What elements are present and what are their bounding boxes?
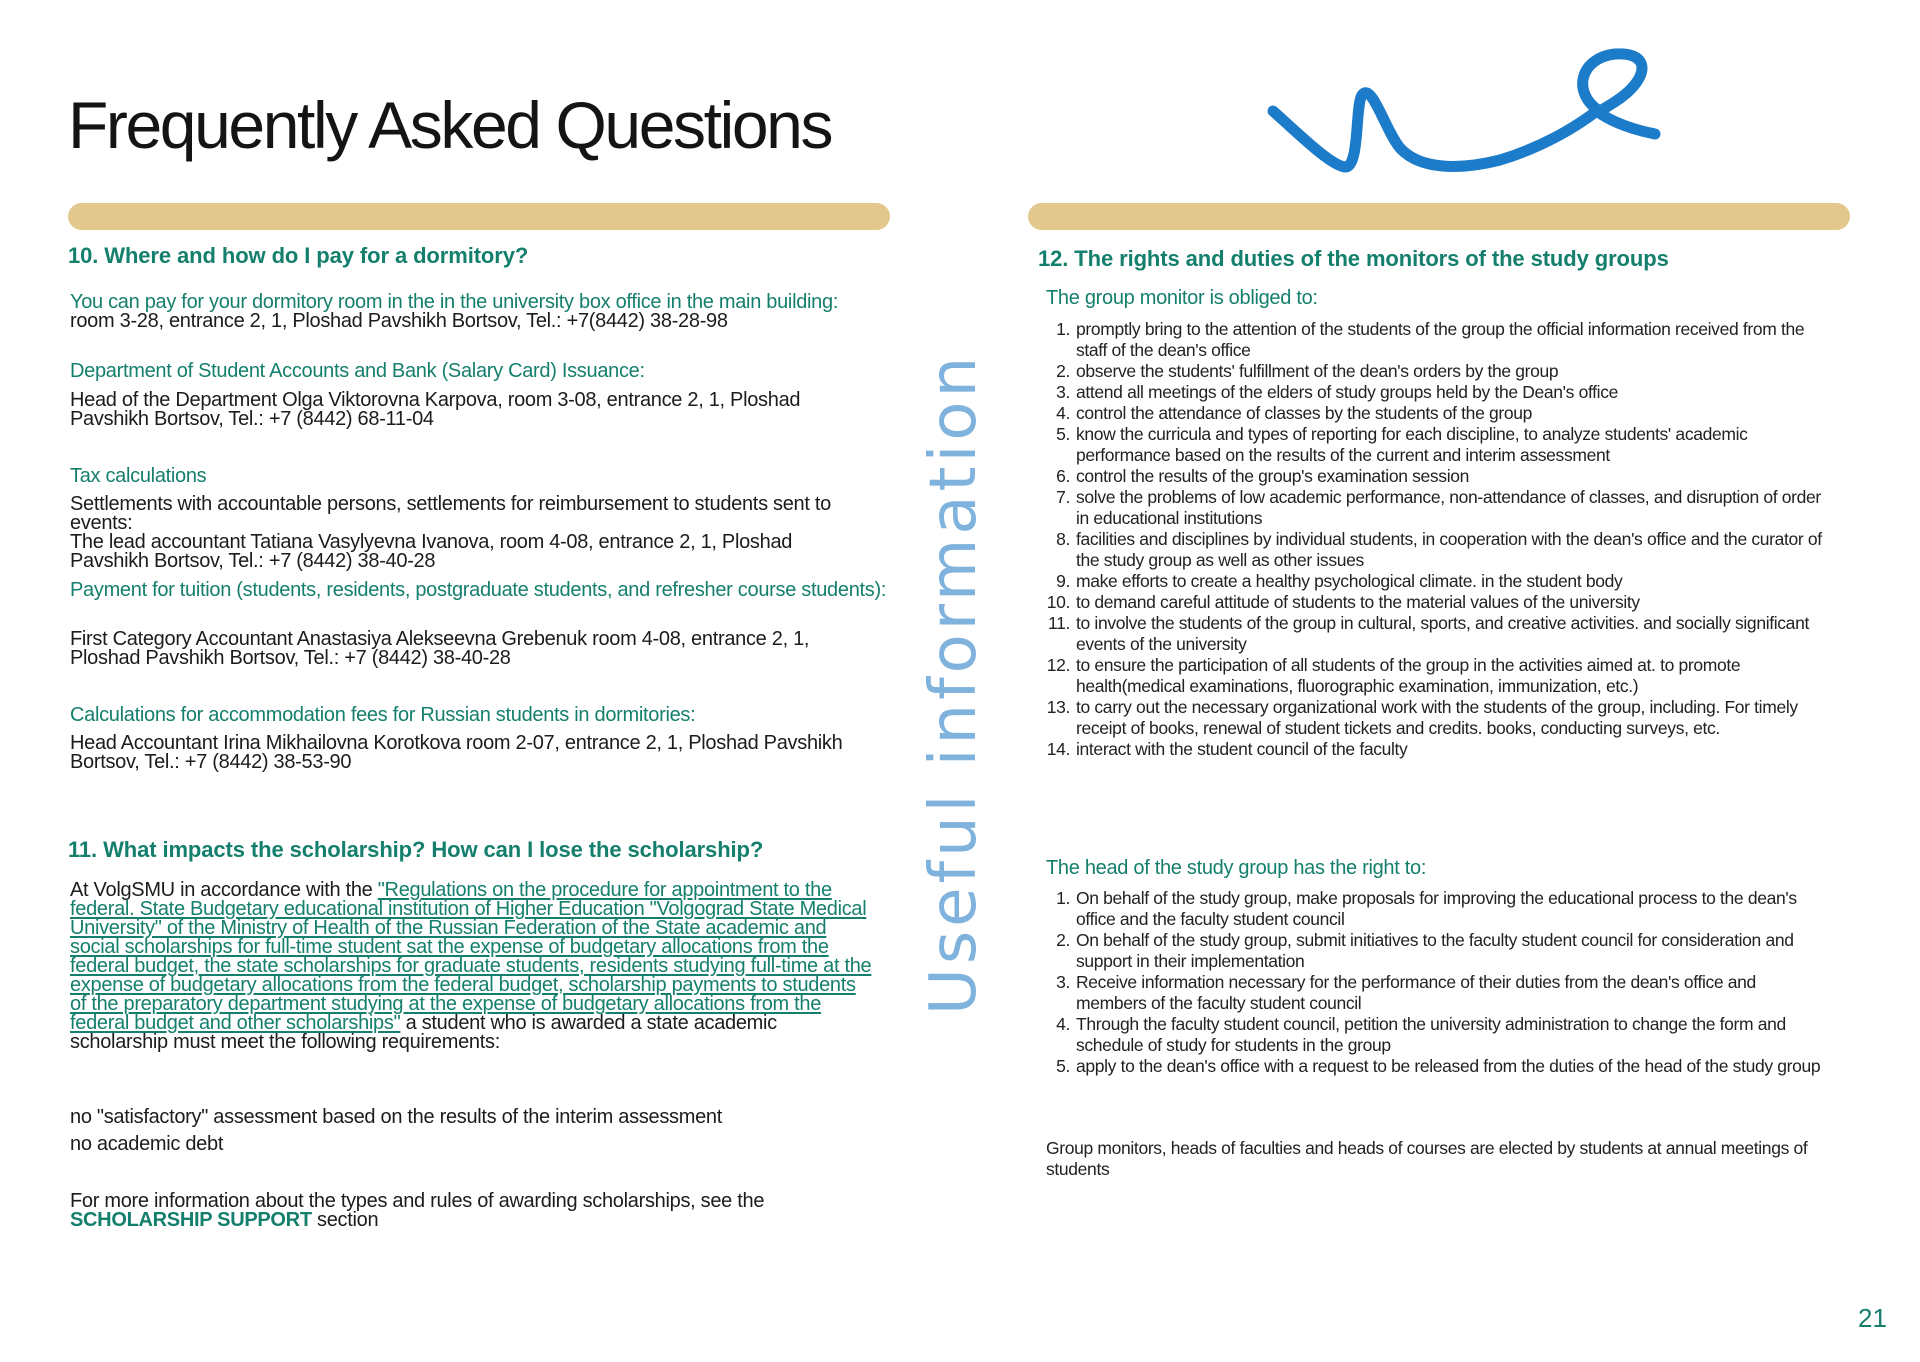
requirement-2: no academic debt <box>70 1133 224 1155</box>
list-item-number: 8. <box>1056 529 1070 549</box>
list-item-number: 5. <box>1056 1056 1070 1076</box>
list-item <box>1038 739 1828 760</box>
list-item-text: make efforts to create a healthy psychological climate. in the student body <box>1076 571 1623 591</box>
list-item-number: 2. <box>1056 361 1070 381</box>
more-info-text: For more information about the types and rules of awarding scholarships, see the <box>70 1190 765 1212</box>
tax-label: Tax calculations <box>70 465 207 487</box>
rights-list <box>1038 888 1828 1077</box>
list-item <box>1038 529 1828 571</box>
box-office-details: room 3-28, entrance 2, 1, Ploshad Pavshikh Bortsov, Tel.: +7(8442) 38-28-98 <box>70 310 728 332</box>
list-item-number: 9. <box>1056 571 1070 591</box>
list-item <box>1038 1056 1828 1077</box>
dept-accounts-text: Head of the Department Olga Viktorovna Karpova, room 3-08, entrance 2, 1, Ploshad Pavshikh Bortsov, Tel.: +7 (8442) 68-11-04 <box>70 389 801 430</box>
list-item-number: 1. <box>1056 888 1070 908</box>
list-item-number: 6. <box>1056 466 1070 486</box>
page-title: Frequently Asked Questions <box>68 88 832 162</box>
list-item <box>1038 972 1828 1014</box>
accommodation-text: Head Accountant Irina Mikhailovna Korotkova room 2-07, entrance 2, 1, Ploshad Pavshikh Bortsov, Tel.: +7 (8442) 38-53-90 <box>70 732 843 773</box>
list-item-number: 2. <box>1056 930 1070 950</box>
tuition-text: First Category Accountant Anastasiya Alekseevna Grebenuk room 4-08, entrance 2, 1, Ploshad Pavshikh Bortsov, Tel.: +7 (8442) 38-40-28 <box>70 628 810 669</box>
dept-accounts-label: Department of Student Accounts and Bank (Salary Card) Issuance: <box>70 360 645 382</box>
list-item <box>1038 592 1828 613</box>
list-item <box>1038 613 1828 655</box>
list-item-text: Through the faculty student council, petition the university administration to change the form and schedule of study for students in the group <box>1076 1014 1786 1055</box>
list-item-text: to demand careful attitude of students to the material values of the university <box>1076 592 1640 612</box>
list-item-number: 10. <box>1046 592 1070 612</box>
list-item-number: 3. <box>1056 972 1070 992</box>
regulations-link[interactable]: "Regulations on the procedure for appointment to the federal. State Budgetary educational institution of Higher Education "Volgograd State Medical University" of the Ministry of Health of the Russian Federation of the State academic and social scholarships for full-time student sat the expense of budgetary allocations from the federal budget, the state scholarships for graduate students, residents studying full-time at the expense of budgetary allocations from the federal budget, scholarship payments to students of the preparatory department studying at the expense of budgetary allocations from the federal budget and other scholarships" <box>70 879 872 1034</box>
obliged-label: The group monitor is obliged to: <box>1046 287 1318 309</box>
tax-text-2: The lead accountant Tatiana Vasylyevna Ivanova, room 4-08, entrance 2, 1, Ploshad Pavshikh Bortsov, Tel.: +7 (8442) 38-40-28 <box>70 531 793 572</box>
list-item-text: apply to the dean's office with a request to be released from the duties of the head of the study group <box>1076 1056 1821 1076</box>
list-item-text: attend all meetings of the elders of study groups held by the Dean's office <box>1076 382 1618 402</box>
list-item <box>1038 424 1828 466</box>
list-item <box>1038 361 1828 382</box>
list-item <box>1038 571 1828 592</box>
list-item <box>1038 930 1828 972</box>
section-divider-bar-right <box>1028 203 1850 230</box>
list-item-number: 5. <box>1056 424 1070 444</box>
list-item <box>1038 403 1828 424</box>
list-item <box>1038 319 1828 361</box>
list-item <box>1038 655 1828 697</box>
box-office-paragraph <box>70 293 870 331</box>
scholarship-after-link: a student who is awarded a state academic scholarship must meet the following requirements: <box>70 1012 777 1053</box>
tuition-label: Payment for tuition (students, residents, postgraduate students, and refresher course students): <box>70 579 887 601</box>
more-info-suffix: section <box>311 1209 379 1231</box>
question-10-heading: 10. Where and how do I pay for a dormitory? <box>68 243 529 268</box>
list-item-number: 12. <box>1046 655 1070 675</box>
list-item-number: 13. <box>1046 697 1070 717</box>
list-item <box>1038 1014 1828 1056</box>
list-item <box>1038 382 1828 403</box>
more-info-paragraph <box>70 1192 875 1230</box>
list-item-number: 4. <box>1056 1014 1070 1034</box>
scholarship-intro: At VolgSMU in accordance with the <box>70 879 378 901</box>
list-item-text: On behalf of the study group, submit initiatives to the faculty student council for consideration and support in their implementation <box>1076 930 1794 971</box>
tax-paragraph <box>70 495 870 571</box>
list-item-text: promptly bring to the attention of the students of the group the official information received from the staff of the dean's office <box>1076 319 1805 360</box>
election-note: Group monitors, heads of faculties and heads of courses are elected by students at annual meetings of students <box>1046 1138 1808 1179</box>
list-item-text: to carry out the necessary organizational work with the students of the group, including. For timely receipt of books, renewal of student tickets and credits. books, conducting surveys, etc. <box>1076 697 1798 738</box>
question-12-heading: 12. The rights and duties of the monitors of the study groups <box>1038 246 1669 271</box>
list-item-number: 14. <box>1046 739 1070 759</box>
accommodation-label: Calculations for accommodation fees for Russian students in dormitories: <box>70 704 696 726</box>
section-divider-bar-left <box>68 203 890 230</box>
list-item <box>1038 697 1828 739</box>
list-item-text: solve the problems of low academic performance, non-attendance of classes, and disruption of order in educational institutions <box>1076 487 1821 528</box>
list-item-text: to ensure the participation of all students of the group in the activities aimed at. to promote health(medical examinations, fluorographic examination, immunization, etc.) <box>1076 655 1741 696</box>
list-item-text: facilities and disciplines by individual students, in cooperation with the dean's office and the curator of the study group as well as other issues <box>1076 529 1822 570</box>
page-number: 21 <box>1858 1303 1887 1333</box>
list-item-number: 7. <box>1056 487 1070 507</box>
list-item-number: 11. <box>1048 613 1070 633</box>
squiggle-stroke <box>1273 54 1655 167</box>
list-item-text: to involve the students of the group in cultural, sports, and creative activities. and socially significant events of the university <box>1076 613 1809 654</box>
list-item <box>1038 888 1828 930</box>
list-item-text: On behalf of the study group, make proposals for improving the educational process to the dean's office and the faculty student council <box>1076 888 1797 929</box>
requirement-1: no "satisfactory" assessment based on the results of the interim assessment <box>70 1106 723 1128</box>
list-item-text: control the attendance of classes by the students of the group <box>1076 403 1532 423</box>
scholarship-support-link[interactable]: SCHOLARSHIP SUPPORT <box>70 1209 312 1231</box>
list-item-number: 3. <box>1056 382 1070 402</box>
question-11-heading: 11. What impacts the scholarship? How can I lose the scholarship? <box>68 837 764 862</box>
obliged-list <box>1038 319 1828 760</box>
list-item-text: know the curricula and types of reporting for each discipline, to analyze students' academic performance based on the results of the current and interim assessment <box>1076 424 1748 465</box>
list-item-number: 4. <box>1056 403 1070 423</box>
useful-information-side-label: Useful information <box>917 352 991 1015</box>
list-item-number: 1. <box>1056 319 1070 339</box>
list-item-text: observe the students' fulfillment of the dean's orders by the group <box>1076 361 1559 381</box>
rights-label: The head of the study group has the right to: <box>1046 857 1427 879</box>
list-item-text: interact with the student council of the faculty <box>1076 739 1408 759</box>
list-item <box>1038 466 1828 487</box>
list-item-text: control the results of the group's examination session <box>1076 466 1469 486</box>
scholarship-paragraph <box>70 881 875 1052</box>
list-item <box>1038 487 1828 529</box>
list-item-text: Receive information necessary for the performance of their duties from the dean's office and members of the faculty student council <box>1076 972 1756 1013</box>
tax-text-1: Settlements with accountable persons, settlements for reimbursement to students sent to events: <box>70 493 831 534</box>
box-office-intro: You can pay for your dormitory room in the in the university box office in the main building: <box>70 291 839 313</box>
decorative-squiggle-icon <box>1250 30 1690 190</box>
